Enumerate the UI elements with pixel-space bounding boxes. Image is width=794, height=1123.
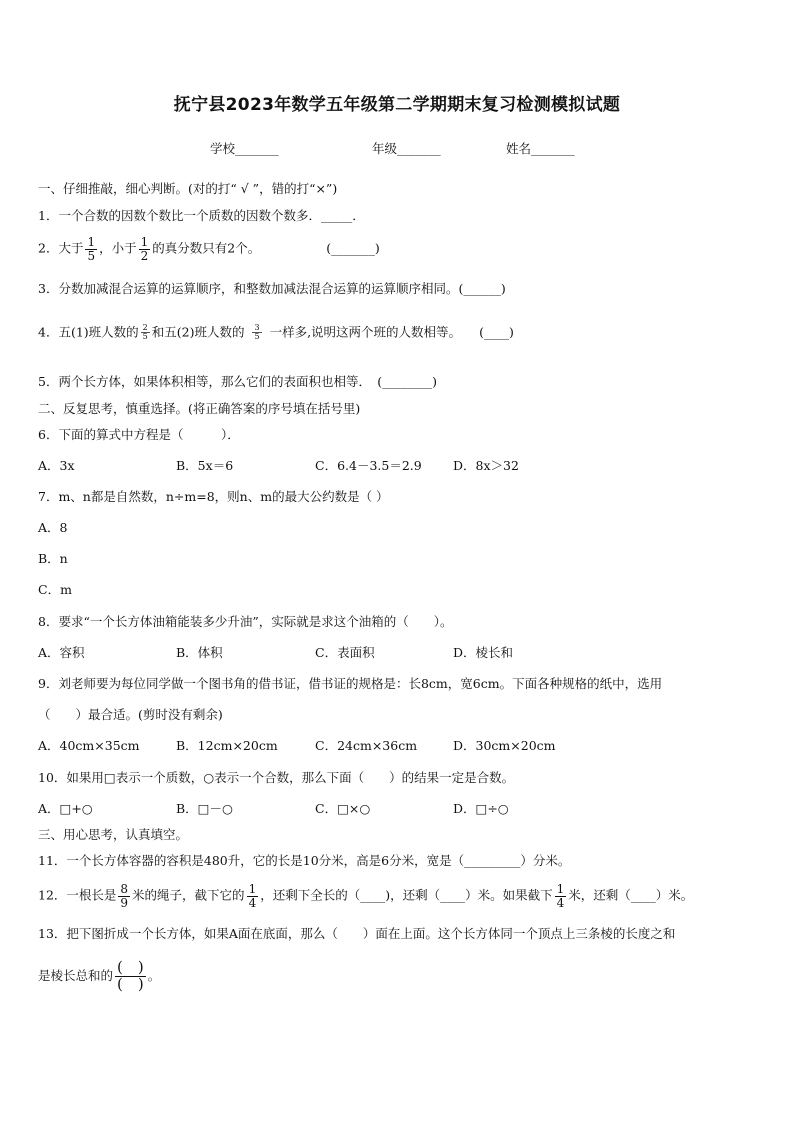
option: D．棱长和 bbox=[453, 645, 514, 660]
option: B．5x＝6 bbox=[176, 458, 234, 473]
option: A．8 bbox=[38, 520, 68, 535]
question-9: 9．刘老师要为每位同学做一个图书角的借书证，借书证的规格是：长8cm，宽6cm。下面各种规格的纸中，选用 bbox=[38, 676, 663, 691]
question-3: 3．分数加减混合运算的运算顺序，和整数加减法混合运算的运算顺序相同。(______) bbox=[38, 281, 506, 296]
name-field: 姓名_______ bbox=[506, 141, 575, 156]
section-3-heading: 三、用心思考，认真填空。 bbox=[38, 827, 189, 842]
option: A．□+○ bbox=[38, 801, 93, 816]
fraction: $\frac{2}{5}$ bbox=[142, 323, 148, 342]
option: A．容积 bbox=[38, 645, 85, 660]
question-6: 6．下面的算式中方程是（ ）． bbox=[38, 427, 240, 442]
option: D．8x＞32 bbox=[453, 458, 519, 473]
option: B．□－○ bbox=[176, 801, 233, 816]
option: C．24cm×36cm bbox=[315, 738, 418, 753]
fraction: $\frac{1}{5}$ bbox=[87, 235, 96, 263]
option: C．表面积 bbox=[315, 645, 375, 660]
option: C．□×○ bbox=[315, 801, 371, 816]
question-4: 4．五(1)班人数的 $\frac{2}{5}$ 和五(2)班人数的 $\frac{3}{5}$ 一样多,说明这两个班的人数相等。 (____) bbox=[38, 323, 514, 342]
option: C．6.4－3.5＝2.9 bbox=[315, 458, 422, 473]
option: C．m bbox=[38, 582, 72, 597]
page-title: 抚宁县2023年数学五年级第二学期期末复习检测模拟试题 bbox=[173, 95, 621, 115]
fraction: $\frac{( )}{( )}$ bbox=[117, 958, 144, 993]
question-9-continued: （ ）最合适。(剪时没有剩余) bbox=[38, 707, 223, 722]
question-12: 12．一根长是 $\frac{8}{9}$ 米的绳子，截下它的 $\frac{1}{4}$ ，还剩下全长的（____)，还剩（____）米。如果截下 $\frac{1}{4}$ 米，还剩（____）米。 bbox=[38, 882, 694, 910]
option: A．40cm×35cm bbox=[38, 738, 140, 753]
question-13-continued: 是棱长总和的 $\frac{( )}{( )}$ 。 bbox=[38, 958, 161, 993]
option: D．30cm×20cm bbox=[453, 738, 556, 753]
grade-field: 年级_______ bbox=[372, 141, 441, 156]
fraction: $\frac{1}{4}$ bbox=[556, 882, 565, 910]
school-field: 学校_______ bbox=[210, 141, 279, 156]
fraction: $\frac{1}{2}$ bbox=[140, 235, 149, 263]
fraction: $\frac{3}{5}$ bbox=[254, 323, 260, 342]
option: B．体积 bbox=[176, 645, 223, 660]
option: B．n bbox=[38, 551, 68, 566]
question-1: 1．一个合数的因数个数比一个质数的因数个数多．_____． bbox=[38, 208, 365, 223]
option: D．□÷○ bbox=[453, 801, 509, 816]
question-11: 11．一个长方体容器的容积是480升，它的长是10分米，高是6分米，宽是（_________）分米。 bbox=[38, 853, 571, 868]
question-5: 5．两个长方体，如果体积相等，那么它们的表面积也相等． (________) bbox=[38, 374, 437, 389]
question-2: 2．大于 $\frac{1}{5}$ ，小于 $\frac{1}{2}$ 的真分数只有2个。 (_______) bbox=[38, 235, 380, 263]
question-8: 8．要求“一个长方体油箱能装多少升油”，实际就是求这个油箱的（ ）。 bbox=[38, 614, 453, 629]
question-13: 13．把下图折成一个长方体，如果A面在底面，那么（ ）面在上面。这个长方体同一个顶点上三条棱的长度之和 bbox=[38, 926, 676, 941]
section-1-heading: 一、仔细推敲，细心判断。(对的打“ √ ”，错的打“×”) bbox=[38, 181, 338, 196]
section-2-heading: 二、反复思考，慎重选择。(将正确答案的序号填在括号里) bbox=[38, 401, 361, 416]
fraction: $\frac{1}{4}$ bbox=[248, 882, 257, 910]
question-10: 10．如果用□表示一个质数，○表示一个合数，那么下面（ ）的结果一定是合数。 bbox=[38, 770, 515, 785]
option: B．12cm×20cm bbox=[176, 738, 278, 753]
option: A．3x bbox=[38, 458, 75, 473]
fraction: $\frac{8}{9}$ bbox=[120, 882, 129, 910]
question-7: 7．m、n都是自然数，n÷m=8，则n、m的最大公约数是（ ） bbox=[38, 489, 389, 504]
